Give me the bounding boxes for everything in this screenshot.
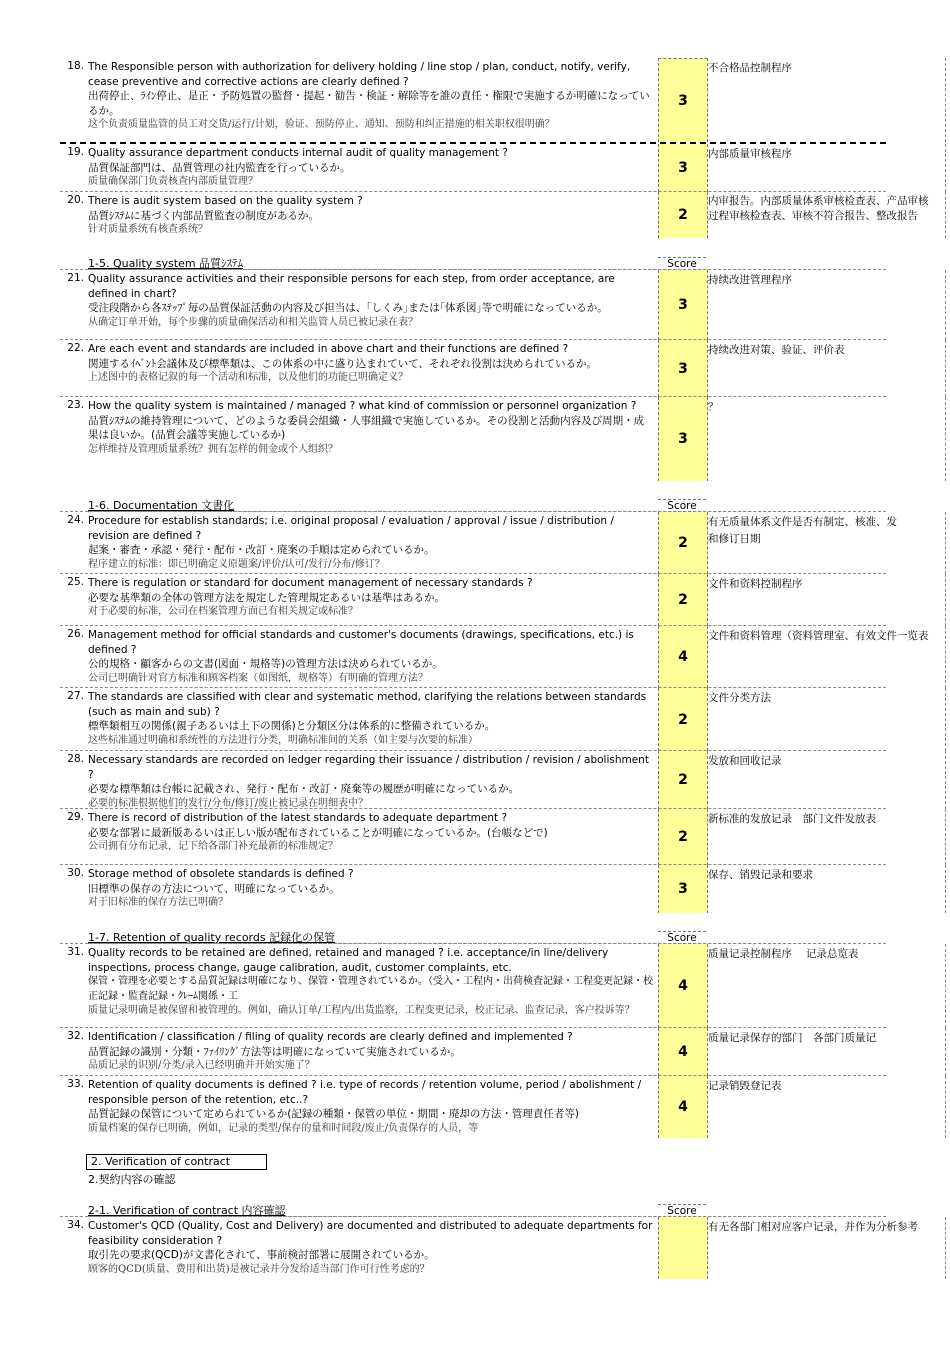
table-row: [60, 808, 886, 865]
score-cell[interactable]: 3: [658, 270, 708, 340]
chapter-title-jp: 2.契約内容の確認: [88, 1173, 176, 1186]
table-row: [60, 687, 886, 751]
question: Procedure for establish standards; i.e. original proposal / evaluation / approval / issue / distribution / revision are defined ? 起案・審査・承認・発行・配布・改訂・廃案の手順は定められているか。 程序建立的标准：即已明确定义原题案/评价/认可/发行/分布/修订？: [88, 515, 614, 570]
row-number: 28.: [67, 753, 84, 765]
evidence-note: 有无质量体系文件是否有制定、核准、发 和修订日期: [708, 516, 897, 545]
question: Retention of quality documents is defined ? i.e. type of records / retention volume, period / abolishment / responsible person of the retention, etc..? 品質記録の保管について定められているか(記録の種類・保管の単位・期間・廃却の方法・管理責任者等) 质量档案的保存已明确，例如，记录的类型/保存的量和时间段/废止/负责保存的人员，等: [88, 1079, 642, 1134]
score-label: Score: [658, 257, 706, 270]
question: Identification / classification / filing of quality records are clearly defined and implemented ? 品質記録の識別・分類・ﾌｧｲﾘﾝｸﾞ方法等は明確になっていて実施されているか。 品质记录的识别/分类/录入已经明确并开始实施了？: [88, 1031, 573, 1072]
score-cell[interactable]: 3: [658, 58, 708, 142]
table-row: [60, 511, 897, 574]
evidence-note: 文件和资料管理（资料管理室、有效文件一览表: [708, 630, 929, 642]
score-label: Score: [658, 931, 706, 944]
question: There is record of distribution of the latest standards to adequate department ? 必要な部署に最新版あるいは正しい版が配布されていることが明確になっているか。(台帳などで) 公司拥有分布记录，记下给各部门补充最新的标准规定？: [88, 812, 548, 853]
evidence-note: 保存、销毁记录和要求: [708, 869, 813, 881]
table-row: [60, 1027, 886, 1076]
question: How the quality system is maintained / managed ? what kind of commission or personnel organization ? 品質ｼｽﾃﾑの維持管理について、どのような委員会組織・人事組織で実施しているか。その役割と活動内容及び周期・成果は良いか。(品質会議等実施しているか) 怎样维持及管理质量系统？拥有怎样的佣金或个人组织？: [88, 400, 645, 455]
row-number: 34.: [67, 1219, 84, 1231]
evidence-note: 内审报告。内部质量体系审核检查表、产品审核 过程审核检查表、审核不符合报告、整改报告: [708, 195, 929, 222]
question: The Responsible person with authorization for delivery holding / line stop / plan, conduct, notify, verify, cease preventive and corrective actions are clearly defined ? 出荷停止、ﾗｲﾝ停止、是正・予防処置の監督・提起・勧告・検証・解除等を誰の責任・権限で実施するか明確になっているか。 这个负责质量监管的员工对交货/运行/计划，验证、预防停止、通知、预防和纠正措施的相关职权很明确？: [88, 61, 650, 131]
table-row: [60, 191, 929, 238]
score-cell[interactable]: 3: [658, 865, 708, 913]
question: There is audit system based on the quality system ? 品質ｼｽﾃﾑに基づく内部品質監査の制度があるか。 针对质量系统有核查系统？: [88, 195, 363, 236]
evidence-note: 新标准的发放记录 部门文件发放表: [708, 813, 876, 825]
row-number: 18.: [67, 60, 84, 72]
score-cell[interactable]: 3: [658, 397, 708, 481]
evidence-note: 持续改进对策、验证、评价表: [708, 344, 845, 356]
section-title: 1-7. Retention of quality records 記録化の保管: [88, 931, 336, 944]
question: Are each event and standards are included in above chart and their functions are defined ? 関連するｲﾍﾞﾝﾄ会議体及び標準類は、この体系の中に盛り込まれていて、それぞれ役割は決められているか。 上述图中的表格记叙的每一个活动和标准，以及他们的功能已明确定义？: [88, 343, 598, 384]
table-row: [60, 1075, 886, 1138]
score-cell[interactable]: 4: [658, 944, 708, 1028]
row-number: 31.: [67, 946, 84, 958]
table-row: [60, 864, 886, 913]
question: Quality assurance activities and their responsible persons for each step, from order acceptance, are defined in chart? 受注段階から各ｽﾃｯﾌﾟ毎の品質保証活動の内容及び担当は、｢しくみ｣または｢体系図｣等で明確になっているか。 从确定订单开始，每个步骤的质量确保活动和相关监管人员已被记录在表？: [88, 273, 615, 328]
evidence-note: 记录销毁登记表: [708, 1080, 782, 1092]
evidence-note: 文件和资料控制程序: [708, 578, 803, 590]
table-row: [60, 269, 886, 340]
score-cell[interactable]: 3: [658, 340, 708, 397]
score-cell[interactable]: 4: [658, 1076, 708, 1138]
question: The standards are classified with clear and systematic method, clarifying the relations between standards (such as main and sub) ? 標準類相互の関係(親子あるいは上下の関係)と分類区分は体系的に整備されているか。 这些标准通过明确和系统性的方法进行分类，明确标准间的关系（如主要与次要的标准）: [88, 691, 647, 746]
row-number: 21.: [67, 272, 84, 284]
score-cell[interactable]: 2: [658, 512, 708, 574]
evidence-note: 发放和回收记录: [708, 755, 782, 767]
evidence-note: 文件分类方法: [708, 692, 771, 704]
question: There is regulation or standard for document management of necessary standards ? 必要な基準類の全体の管理方法を規定した管理規定あるいは基準はあるか。 对于必要的标准，公司在档案管理方面已有相关规定或标准？: [88, 577, 533, 618]
score-cell[interactable]: 2: [658, 688, 708, 751]
evidence-note: 质量记录控制程序 记录总览表: [708, 948, 859, 960]
question: Management method for official standards and customer's documents (drawings, specifications, etc.) is defined ? 公的規格・顧客からの文書(図面・規格等)の管理方法は決められているか。 公司已明确针对官方标准和顾客档案（如图纸，规格等）有明确的管理方法？: [88, 629, 634, 684]
evidence-note: ？: [708, 401, 719, 413]
score-label: Score: [658, 1204, 706, 1217]
table-row: [60, 750, 886, 809]
question: Customer's QCD (Quality, Cost and Delivery) are documented and distributed to adequate departments for feasibility consideration ? 取引先の要求(QCD)が文書化されて、事前検討部署に展開されているか。 顾客的QCD(质量、费用和出货)是被记录并分发给适当部门作可行性考虑的？: [88, 1220, 653, 1275]
evidence-note: 持续改进管理程序: [708, 274, 792, 286]
score-cell[interactable]: 2: [658, 574, 708, 626]
question: Necessary standards are recorded on ledger regarding their issuance / distribution / revision / abolishment ? 必要な標準類は台帳に記載され、発行・配布・改訂・廃棄等の履歴が明確になっているか。 必要的标准根据他们的发行/分布/修订/废止被记录在明细表中？: [88, 754, 649, 809]
evidence-note: 内部质量审核程序: [708, 148, 792, 160]
row-number: 19.: [67, 146, 84, 158]
section-title: 1-5. Quality system 品質ｼｽﾃﾑ: [88, 257, 244, 270]
table-row: [60, 58, 886, 142]
table-row: [60, 142, 886, 192]
table-row: [60, 943, 886, 1028]
evidence-note: 不合格品控制程序: [708, 62, 792, 74]
question: Storage method of obsolete standards is defined ? 旧標準の保存の方法について、明確になっているか。 对于旧标准的保存方法已明确？: [88, 868, 354, 909]
row-number: 26.: [67, 628, 84, 640]
row-number: 24.: [67, 514, 84, 526]
score-cell[interactable]: [658, 1217, 708, 1279]
row-number: 29.: [67, 811, 84, 823]
section-title: 1-6. Documentation 文書化: [88, 499, 235, 512]
row-number: 30.: [67, 867, 84, 879]
table-row: [60, 339, 886, 397]
table-row: [60, 573, 886, 626]
row-number: 27.: [67, 690, 84, 702]
table-row: [60, 625, 929, 688]
row-number: 32.: [67, 1030, 84, 1042]
score-cell[interactable]: 4: [658, 1028, 708, 1076]
score-label: Score: [658, 499, 706, 512]
chapter-title-box: 2. Verification of contract: [86, 1154, 267, 1170]
score-cell[interactable]: 3: [658, 144, 708, 192]
question: Quality records to be retained are defined, retained and managed ? i.e. acceptance/in line/delivery inspections, process change, gauge calibration, audit, customer complaints, etc. 保管・管理を必要とする品質記録は明確になり、保管・管理されているか。（受入・工程内・出荷検査記録・工程変更記録・校正記録・監査記録・ｸﾚｰﾑ関係・工 质量记录明确是被保留和被管理的。例如，确认订单/工程内/出货监察，工程变更记录，校正记录、监查记录，客户投诉等？: [88, 947, 653, 1017]
row-number: 20.: [67, 194, 84, 206]
row-number: 23.: [67, 399, 84, 411]
score-cell[interactable]: 4: [658, 626, 708, 688]
row-number: 25.: [67, 576, 84, 588]
section-title: 2-1. Verification of contract 内容確認: [88, 1204, 286, 1217]
score-cell[interactable]: 2: [658, 192, 708, 238]
evidence-note: 有无各部门相对应客户记录，并作为分析参考: [708, 1221, 918, 1233]
evidence-note: 质量记录保存的部门 各部门质量记: [708, 1032, 876, 1044]
row-number: 33.: [67, 1078, 84, 1090]
row-number: 22.: [67, 342, 84, 354]
table-row: [60, 1216, 918, 1279]
table-row: [60, 396, 886, 481]
score-cell[interactable]: 2: [658, 751, 708, 809]
score-cell[interactable]: 2: [658, 809, 708, 865]
question: Quality assurance department conducts internal audit of quality management ? 品質保証部門は、品質管理の社内監査を行っているか。 质量确保部门负责核查内部质量管理？: [88, 147, 508, 188]
